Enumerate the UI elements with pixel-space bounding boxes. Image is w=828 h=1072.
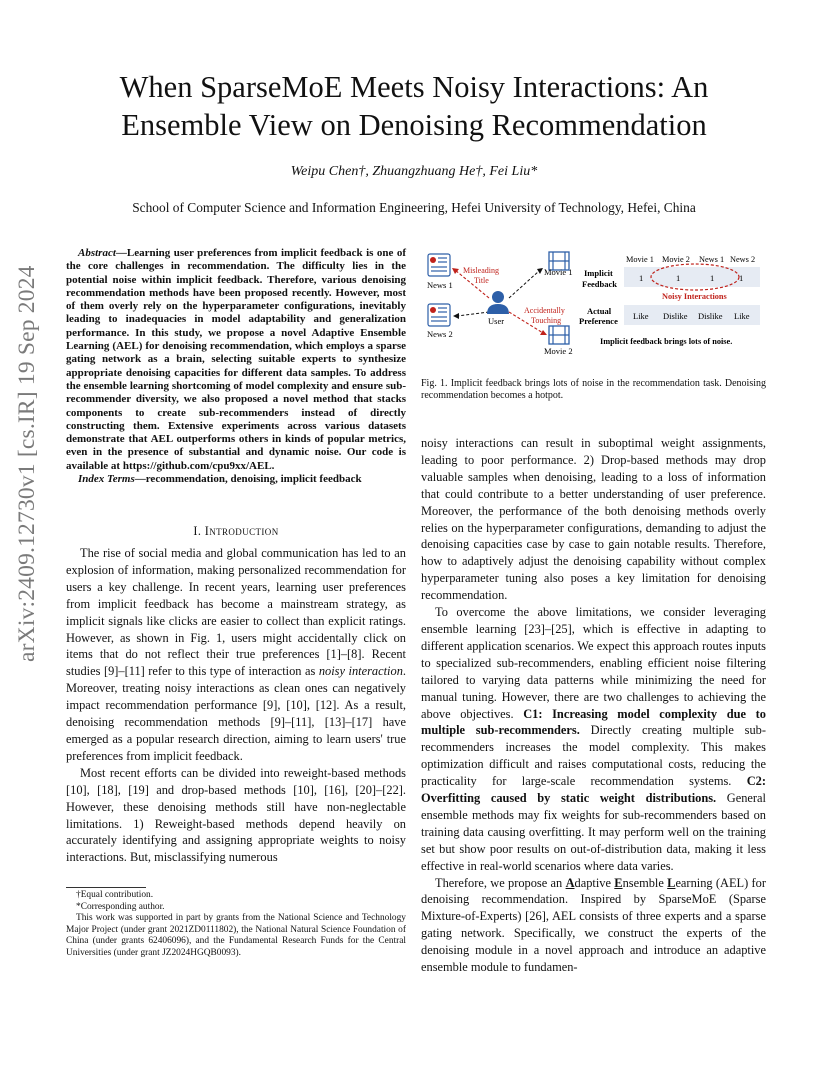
acronym-l: L (667, 875, 676, 890)
intro-p1-emphasis: noisy interaction (318, 664, 403, 679)
index-terms-label: Index Terms (78, 473, 135, 486)
footnotes (66, 887, 406, 960)
misleading-label: Misleading (463, 266, 499, 275)
user-icon (487, 291, 509, 314)
col-header-news2: News 2 (730, 255, 756, 264)
touching-label: Touching (531, 316, 562, 325)
arrow-movie1-head (537, 268, 543, 274)
figure-inner-caption: Implicit feedback brings lots of noise. (600, 337, 733, 346)
noisy-interactions-label: Noisy Interactions (662, 292, 727, 301)
actual-value-3: Dislike (698, 311, 723, 321)
news-1-icon (428, 254, 450, 276)
implicit-value-2: 1 (676, 273, 681, 283)
affiliation: School of Computer Science and Information Engineering, Hefei University of Technology, Hefei, China (132, 200, 696, 215)
user-label: User (488, 316, 505, 326)
actual-value-4: Like (734, 311, 750, 321)
title-line-2: Ensemble View on Denoising Recommendation (121, 108, 707, 142)
right-p3-text-a: Therefore, we propose an (435, 875, 566, 890)
col-header-movie1: Movie 1 (626, 255, 654, 264)
movie-1-label: Movie 1 (544, 267, 573, 277)
figure-caption: Fig. 1. Implicit feedback brings lots of noise in the recommendation task. Denoising recommendation becomes a hotpot. (421, 378, 766, 402)
arrow-news2-head (453, 313, 459, 319)
movie-2-label: Movie 2 (544, 346, 573, 356)
news-2-label: News 2 (427, 329, 453, 339)
right-p2-text-b: Directly creating multiple sub-recommenders increases the model complexity. This makes optimization difficult and raises computational costs, reducing the practicality for large-scale recommendation systems. (421, 723, 766, 789)
col-header-movie2: Movie 2 (662, 255, 690, 264)
implicit-value-3: 1 (710, 273, 715, 283)
actual-preference-label-2: Preference (579, 316, 618, 326)
actual-value-1: Like (633, 311, 649, 321)
intro-left (66, 545, 406, 866)
intro-paragraph-1 (66, 545, 406, 765)
footnote-corresponding: *Corresponding author. (76, 901, 165, 912)
right-paragraph-2 (421, 604, 766, 875)
movie-2-icon (549, 326, 569, 344)
acronym-a: A (565, 875, 575, 890)
right-paragraph-3 (421, 875, 766, 976)
challenge-1: C1: Increasing model complexity due to multiple sub-recommenders. (421, 706, 766, 738)
actual-value-2: Dislike (663, 311, 688, 321)
intro-p1-text-b: . Moreover, treating noisy interactions as clean ones can negatively impact recommendation performance [9], [10], [12]. As a result, denoising recommendation methods [9]–[11], [13]–[17] have emerged as a popular research direction, aiming to learn users' true preferences from implicit feedback. (66, 664, 407, 763)
footnote-funding: This work was supported in part by grants from the National Science and Technology Major Project (under grant 2021ZD0111802), the National Natural Science Foundation of China (under grants 62406096), and the Fundamental Research Funds for the Central Universities (under grant JZ2024HGQB0093). (66, 913, 406, 958)
footnote-rule (66, 887, 146, 888)
right-p2-text-c: General ensemble methods may fix weights for sub-recommenders based on training data causing overfitting. It may perform well on the training set but show poor results on out-of-distribution data, making it less effective in real-world scenarios where data varies. (421, 791, 767, 873)
implicit-value-4: 1 (739, 273, 744, 283)
abstract (66, 247, 406, 497)
arrow-news1-head (452, 268, 459, 274)
title-line-1: When SparseMoE Meets Noisy Interactions: An (119, 70, 709, 104)
implicit-feedback-label-2: Feedback (582, 279, 617, 289)
actual-preference-label-1: Actual (587, 306, 612, 316)
intro-p1-text-a: The rise of social media and global communication has led to an explosion of information, making personalized recommendation for users a key challenge. In recent years, learning user preferences from implicit feedback has become a mainstream strategy, as implicit signals like clicks are easier to collect than explicit ratings. However, as shown in Fig. 1, users might accidentally click on items that do not reflect their true preferences [1]–[8]. Recent studies [9]–[11] refer to this type of interaction as (66, 546, 406, 679)
news-2-icon (428, 304, 450, 326)
word-nsemble: nsemble (622, 875, 668, 890)
abstract-label: Abstract (78, 247, 116, 259)
section-heading-text: I. Introduction (193, 524, 279, 538)
arrow-movie2-head (540, 330, 547, 335)
intro-paragraph-2: Most recent efforts can be divided into reweight-based methods [10], [18], [19] and drop-based methods [10], [16], [20]–[22]. However, these denoising methods still have non-neglectable limitations. 1) Reweight-based methods depend heavily on accurately identifying and assigning appropriate weights to noisy interactions. But, misclassifying numerous (66, 765, 406, 865)
index-terms-text: —recommendation, denoising, implicit feedback (134, 473, 362, 486)
news-1-label: News 1 (427, 280, 453, 290)
implicit-feedback-label-1: Implicit (584, 268, 613, 278)
arrow-movie1 (509, 271, 539, 298)
section-heading (66, 524, 406, 539)
acronym-e: E (614, 875, 623, 890)
right-paragraph-1: noisy interactions can result in suboptimal weight assignments, leading to poor performance. 2) Drop-based methods may drop valuable samples when denoising, leading to a loss of information that could contribute to a better understanding of user preference. Moreover, the performance of the both denoising methods overly relies on the hyperparameter configurations, demanding to adjust the denoising capacities case by case to gain notable results. Therefore, how to adaptively adjust the denoising capability without complex hyperparameter tuning also poses a key limitation for denoising recommendation. (421, 436, 766, 603)
right-p2-text-a: To overcome the above limitations, we consider leveraging ensemble learning [23]–[25], which is effective in adapting to different application scenarios. We expect this approach routes inputs to specialized sub-recommenders, enabling efficient noise filtering tailored to varying data patterns while minimizing the need for manual tuning. However, there are two challenges to achieving the above objectives. (421, 605, 766, 721)
right-p3-text-b: (AEL) for denoising recommendation. Inspired by SparseMoE (Sparse Mixture-of-Experts) [26], AEL consists of three experts and a sparse gating network. Specifically, we construct the experts of the denoising module in a novel approach and introduce an adaptive ensemble module to fundamen- (421, 875, 767, 975)
challenge-2: C2: Overfitting caused by static weight distributions. (421, 774, 766, 806)
paper-title (40, 68, 788, 144)
col-header-news1: News 1 (699, 255, 725, 264)
figure-1 (421, 246, 766, 366)
footnote-equal: †Equal contribution. (76, 890, 154, 900)
arrow-news2 (457, 312, 489, 316)
implicit-value-1: 1 (639, 273, 644, 283)
word-daptive: daptive (574, 875, 615, 890)
word-earning: earning (675, 875, 713, 890)
abstract-text: —Learning user preferences from implicit feedback is one of the core challenges in recommendation. The difficulty lies in the potential noise within implicit feedback. Therefore, various denoising recommendation methods have been proposed recently. However, most of them overly rely on the hyperparameter configurations, inevitably leading to inadequacies in model adaptability and generalization performance. In this study, we propose a novel Adaptive Ensemble Learning (AEL) for denoising recommendation, which employs a sparse gating network as a brain, selecting suitable experts to synthesize appropriate denoising capacities for different data samples. To address the ensemble learning shortcoming of model complexity and ensure sub-recommender diversity, we also proposed a novel method that stacks components to create sub-recommenders instead of directly constructing them. Extensive experiments across various datasets demonstrate that AEL outperforms others in kinds of popular metrics, even in the presence of substantial and dynamic noise. Our code is available at https://github.com/cpu9xx/AEL. (66, 247, 406, 472)
intro-right (421, 435, 766, 976)
authors: Weipu Chen†, Zhuangzhuang He†, Fei Liu* (290, 164, 538, 179)
accidentally-label: Accidentally (524, 306, 565, 315)
arxiv-identifier: arXiv:2409.12730v1 [cs.IR] 19 Sep 2024 (14, 265, 40, 662)
title-label: Title (474, 276, 489, 285)
